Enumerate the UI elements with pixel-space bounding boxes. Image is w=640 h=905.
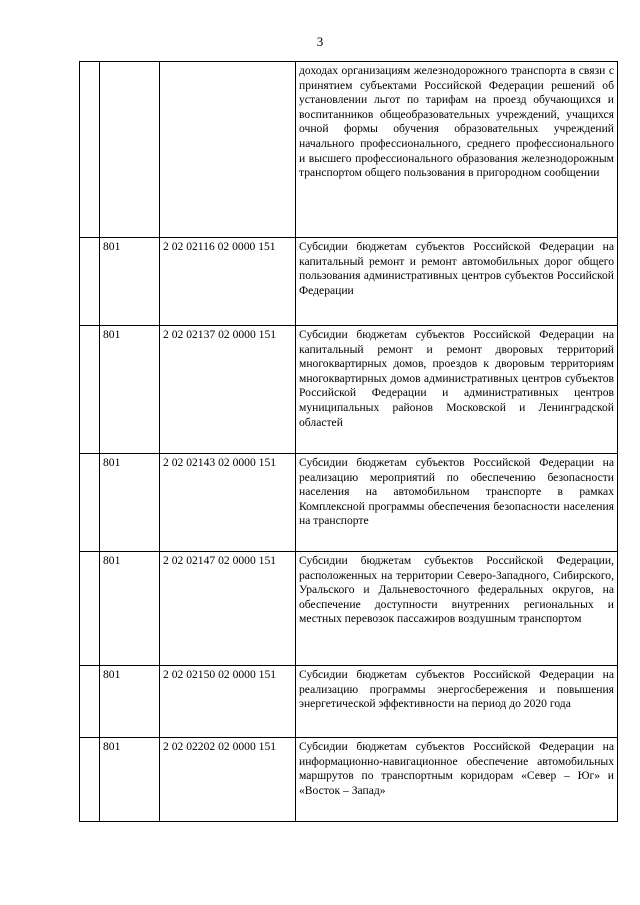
budget-classification-table	[79, 61, 618, 822]
revenue-name-cell: Субсидии бюджетам субъектов Российской Федерации на капитальный ремонт и ремонт дворовых территорий многоквартирных домов, проездов к дворовым территориям многоквартирных домов административных центров субъектов Российской Федерации и административных центров муниципальных районов Московской и Ленинградской областей	[296, 326, 618, 454]
page-number: 3	[316, 34, 324, 49]
revenue-code-cell: 2 02 02147 02 0000 151	[160, 552, 296, 666]
revenue-code-cell: 2 02 02137 02 0000 151	[160, 326, 296, 454]
empty-cell	[80, 238, 100, 326]
empty-cell	[80, 552, 100, 666]
table-row	[80, 552, 618, 666]
admin-code-cell: 801	[100, 454, 160, 552]
table-row	[80, 326, 618, 454]
revenue-code-cell: 2 02 02116 02 0000 151	[160, 238, 296, 326]
admin-code-cell: 801	[100, 326, 160, 454]
admin-code-cell	[100, 62, 160, 238]
table-row	[80, 666, 618, 738]
empty-cell	[80, 62, 100, 238]
empty-cell	[80, 326, 100, 454]
revenue-code-cell: 2 02 02150 02 0000 151	[160, 666, 296, 738]
empty-cell	[80, 454, 100, 552]
empty-cell	[80, 666, 100, 738]
revenue-name-cell: Субсидии бюджетам субъектов Российской Федерации, расположенных на территории Северо-Западного, Сибирского, Уральского и Дальневосточного федеральных округов, на обеспечение доступности внутренних региональных и местных перевозок пассажиров воздушным транспортом	[296, 552, 618, 666]
table-row	[80, 454, 618, 552]
revenue-name-cell: доходах организациям железнодорожного транспорта в связи с принятием субъектами Российской Федерации решений об установлении льгот по тарифам на проезд обучающихся и воспитанников общеобразовательных учреждений, учащихся очной формы обучения образовательных учреждений начального профессионального, среднего профессионального и высшего профессионального образования железнодорожным транспортом общего пользования в пригородном сообщении	[296, 62, 618, 238]
admin-code-cell: 801	[100, 552, 160, 666]
revenue-code-cell	[160, 62, 296, 238]
revenue-name-cell: Субсидии бюджетам субъектов Российской Федерации на информационно-навигационное обеспечение автомобильных маршрутов по транспортным коридорам «Север – Юг» и «Восток – Запад»	[296, 738, 618, 822]
revenue-name-cell: Субсидии бюджетам субъектов Российской Федерации на реализацию мероприятий по обеспечению безопасности населения на автомобильном транспорте в рамках Комплексной программы обеспечения безопасности населения на транспорте	[296, 454, 618, 552]
empty-cell	[80, 738, 100, 822]
table-row	[80, 238, 618, 326]
admin-code-cell: 801	[100, 738, 160, 822]
revenue-code-cell: 2 02 02143 02 0000 151	[160, 454, 296, 552]
revenue-code-cell: 2 02 02202 02 0000 151	[160, 738, 296, 822]
table-row	[80, 738, 618, 822]
revenue-name-cell: Субсидии бюджетам субъектов Российской Федерации на реализацию программы энергосбережения и повышения энергетической эффективности на период до 2020 года	[296, 666, 618, 738]
revenue-name-cell: Субсидии бюджетам субъектов Российской Федерации на капитальный ремонт и ремонт автомобильных дорог общего пользования административных центров субъектов Российской Федерации	[296, 238, 618, 326]
admin-code-cell: 801	[100, 238, 160, 326]
table-row	[80, 62, 618, 238]
admin-code-cell: 801	[100, 666, 160, 738]
